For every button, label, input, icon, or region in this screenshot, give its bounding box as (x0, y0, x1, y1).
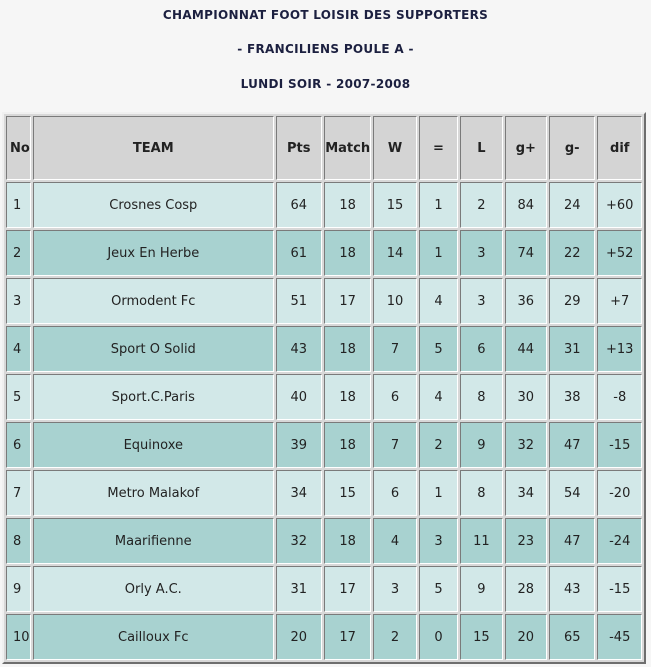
table-row (6, 182, 642, 228)
cell-draw: 0 (419, 614, 458, 660)
cell-l: 15 (460, 614, 502, 660)
cell-draw: 1 (419, 230, 458, 276)
column-header-no: No (6, 116, 31, 180)
cell-team: Sport.C.Paris (33, 374, 273, 420)
cell-goals-against: 24 (549, 182, 595, 228)
cell-match: 17 (324, 566, 371, 612)
cell-goals-for: 28 (505, 566, 547, 612)
cell-goals-for: 84 (505, 182, 547, 228)
cell-team: Ormodent Fc (33, 278, 273, 324)
cell-dif: +52 (597, 230, 642, 276)
cell-dif: +60 (597, 182, 642, 228)
column-header-pts: Pts (276, 116, 322, 180)
cell-pts: 39 (276, 422, 322, 468)
table-row (6, 278, 642, 324)
cell-goals-for: 23 (505, 518, 547, 564)
column-header-goals-for: g+ (505, 116, 547, 180)
cell-goals-against: 65 (549, 614, 595, 660)
column-header-match: Match (324, 116, 371, 180)
cell-pts: 61 (276, 230, 322, 276)
cell-no: 8 (6, 518, 31, 564)
cell-goals-for: 30 (505, 374, 547, 420)
table-row (6, 326, 642, 372)
column-header-draw: = (419, 116, 458, 180)
cell-l: 3 (460, 278, 502, 324)
column-header-w: W (373, 116, 416, 180)
cell-match: 18 (324, 518, 371, 564)
cell-team: Cailloux Fc (33, 614, 273, 660)
cell-no: 4 (6, 326, 31, 372)
cell-dif: +7 (597, 278, 642, 324)
cell-dif: -24 (597, 518, 642, 564)
cell-pts: 34 (276, 470, 322, 516)
cell-goals-for: 36 (505, 278, 547, 324)
cell-match: 18 (324, 182, 371, 228)
table-row (6, 518, 642, 564)
table-row (6, 614, 642, 660)
cell-goals-against: 29 (549, 278, 595, 324)
cell-l: 8 (460, 470, 502, 516)
cell-l: 2 (460, 182, 502, 228)
cell-goals-against: 22 (549, 230, 595, 276)
cell-no: 10 (6, 614, 31, 660)
cell-no: 2 (6, 230, 31, 276)
cell-draw: 4 (419, 374, 458, 420)
cell-match: 17 (324, 614, 371, 660)
cell-goals-for: 32 (505, 422, 547, 468)
cell-w: 7 (373, 422, 416, 468)
cell-team: Orly A.C. (33, 566, 273, 612)
cell-pts: 40 (276, 374, 322, 420)
cell-dif: -45 (597, 614, 642, 660)
cell-goals-against: 47 (549, 422, 595, 468)
cell-w: 10 (373, 278, 416, 324)
cell-no: 3 (6, 278, 31, 324)
cell-w: 6 (373, 470, 416, 516)
cell-draw: 4 (419, 278, 458, 324)
cell-pts: 64 (276, 182, 322, 228)
cell-team: Crosnes Cosp (33, 182, 273, 228)
cell-goals-for: 74 (505, 230, 547, 276)
cell-l: 9 (460, 422, 502, 468)
cell-match: 18 (324, 422, 371, 468)
cell-dif: -8 (597, 374, 642, 420)
table-row (6, 374, 642, 420)
cell-w: 3 (373, 566, 416, 612)
column-header-team: TEAM (33, 116, 273, 180)
cell-w: 4 (373, 518, 416, 564)
pool-subtitle: - FRANCILIENS POULE A - (237, 42, 414, 56)
cell-l: 9 (460, 566, 502, 612)
cell-w: 2 (373, 614, 416, 660)
cell-no: 5 (6, 374, 31, 420)
cell-match: 17 (324, 278, 371, 324)
cell-goals-against: 38 (549, 374, 595, 420)
cell-goals-against: 43 (549, 566, 595, 612)
cell-team: Metro Malakof (33, 470, 273, 516)
cell-dif: -20 (597, 470, 642, 516)
cell-team: Jeux En Herbe (33, 230, 273, 276)
cell-draw: 1 (419, 470, 458, 516)
cell-draw: 5 (419, 326, 458, 372)
cell-l: 8 (460, 374, 502, 420)
season-subtitle: LUNDI SOIR - 2007-2008 (240, 77, 411, 91)
cell-draw: 2 (419, 422, 458, 468)
table-row (6, 422, 642, 468)
cell-dif: -15 (597, 422, 642, 468)
table-row (6, 230, 642, 276)
cell-team: Equinoxe (33, 422, 273, 468)
cell-l: 11 (460, 518, 502, 564)
cell-pts: 20 (276, 614, 322, 660)
cell-w: 14 (373, 230, 416, 276)
cell-dif: +13 (597, 326, 642, 372)
cell-no: 9 (6, 566, 31, 612)
cell-goals-for: 20 (505, 614, 547, 660)
cell-pts: 31 (276, 566, 322, 612)
cell-no: 1 (6, 182, 31, 228)
cell-team: Sport O Solid (33, 326, 273, 372)
cell-goals-for: 34 (505, 470, 547, 516)
cell-l: 3 (460, 230, 502, 276)
cell-goals-against: 47 (549, 518, 595, 564)
table-row (6, 470, 642, 516)
column-header-l: L (460, 116, 502, 180)
cell-match: 18 (324, 326, 371, 372)
cell-goals-for: 44 (505, 326, 547, 372)
cell-match: 18 (324, 374, 371, 420)
cell-draw: 5 (419, 566, 458, 612)
table-row (6, 566, 642, 612)
cell-pts: 32 (276, 518, 322, 564)
cell-pts: 51 (276, 278, 322, 324)
cell-team: Maarifienne (33, 518, 273, 564)
standings-table (2, 112, 646, 664)
championship-title: CHAMPIONNAT FOOT LOISIR DES SUPPORTERS (162, 8, 489, 22)
cell-no: 6 (6, 422, 31, 468)
cell-l: 6 (460, 326, 502, 372)
cell-w: 7 (373, 326, 416, 372)
cell-pts: 43 (276, 326, 322, 372)
table-header-row (6, 116, 642, 180)
cell-goals-against: 31 (549, 326, 595, 372)
cell-dif: -15 (597, 566, 642, 612)
cell-w: 15 (373, 182, 416, 228)
cell-no: 7 (6, 470, 31, 516)
cell-draw: 1 (419, 182, 458, 228)
cell-draw: 3 (419, 518, 458, 564)
column-header-dif: dif (597, 116, 642, 180)
cell-match: 18 (324, 230, 371, 276)
cell-match: 15 (324, 470, 371, 516)
page-header (0, 0, 651, 108)
cell-w: 6 (373, 374, 416, 420)
column-header-goals-against: g- (549, 116, 595, 180)
cell-goals-against: 54 (549, 470, 595, 516)
